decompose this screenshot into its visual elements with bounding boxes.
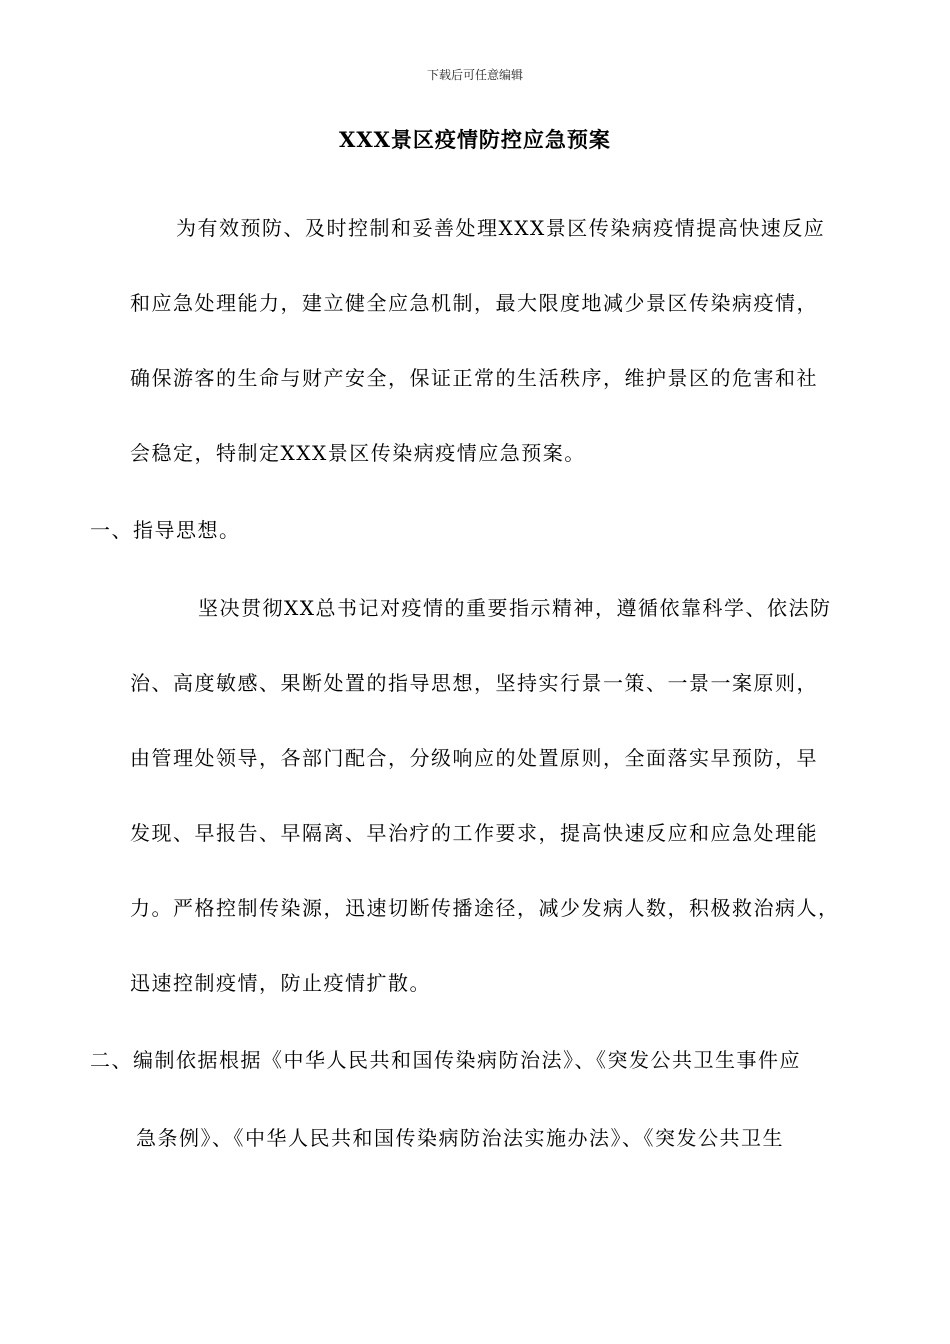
intro-line-1: 为有效预防、及时控制和妥善处理XXX景区传染病疫情提高快速反应 xyxy=(176,216,826,240)
section-1-line-4: 发现、早报告、早隔离、早治疗的工作要求，提高快速反应和应急处理能 xyxy=(130,821,818,845)
intro-line-2: 和应急处理能力，建立健全应急机制，最大限度地减少景区传染病疫情， xyxy=(130,291,818,315)
intro-line-3: 确保游客的生命与财产安全，保证正常的生活秩序，维护景区的危害和社 xyxy=(130,366,818,390)
section-1-line-1: 坚决贯彻XX总书记对疫情的重要指示精神，遵循依靠科学、依法防 xyxy=(198,596,832,620)
intro-line-4: 会稳定，特制定XXX景区传染病疫情应急预案。 xyxy=(130,441,586,465)
section-2-line-1: 二、编制依据根据《中华人民共和国传染病防治法》、《突发公共卫生事件应 xyxy=(90,1048,801,1072)
header-note: 下载后可任意编辑 xyxy=(426,68,523,82)
section-1-line-5: 力。严格控制传染源，迅速切断传播途径，减少发病人数，积极救治病人， xyxy=(130,896,840,920)
section-1-line-2: 治、高度敏感、果断处置的指导思想，坚持实行景一策、一景一案原则， xyxy=(130,671,818,695)
section-2-line-2: 急条例》、《中华人民共和国传染病防治法实施办法》、《突发公共卫生 xyxy=(136,1126,784,1150)
section-heading-1: 一、指导思想。 xyxy=(90,518,241,542)
section-1-line-3: 由管理处领导，各部门配合，分级响应的处置原则，全面落实早预防，早 xyxy=(130,746,818,770)
section-1-line-6: 迅速控制疫情，防止疫情扩散。 xyxy=(130,971,431,995)
page-title: XXX景区疫情防控应急预案 xyxy=(339,127,611,152)
